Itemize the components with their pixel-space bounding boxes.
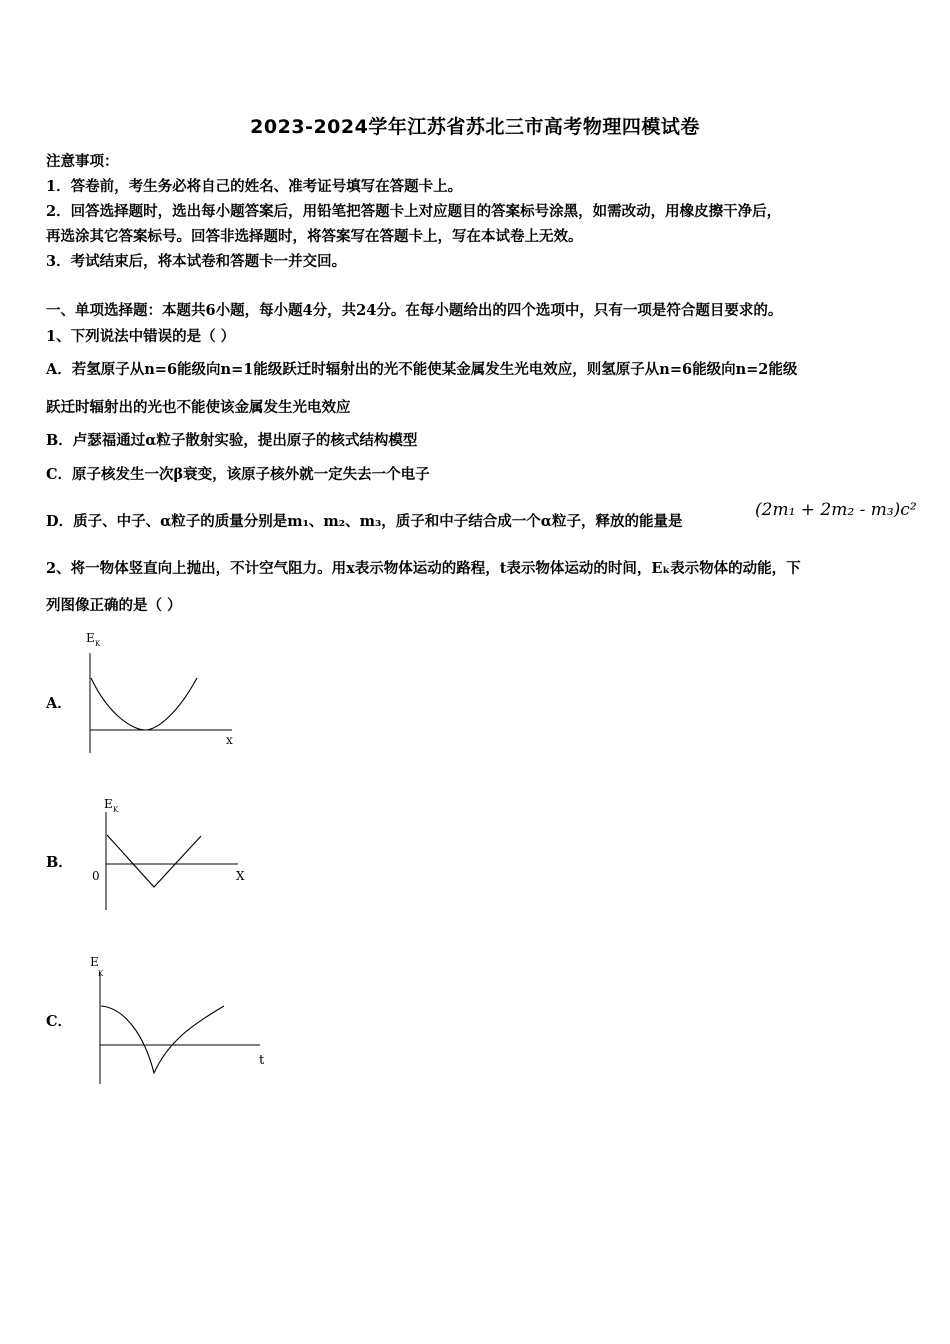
q1-option-d: D．质子、中子、α粒子的质量分别是m₁、m₂、m₃，质子和中子结合成一个α粒子，释放的能量是	[46, 513, 683, 530]
ek-curve	[107, 835, 201, 887]
y-axis-subscript: K	[95, 640, 101, 648]
q1-option-c: C．原子核发生一次β衰变，该原子核外就一定失去一个电子	[46, 466, 430, 483]
q1-stem: 1、下列说法中错误的是（ ）	[46, 328, 236, 345]
q2-option-c-graph	[84, 952, 274, 1087]
y-axis-label: E	[90, 955, 99, 969]
y-axis-subscript: K	[98, 970, 104, 978]
origin-label: 0	[92, 869, 100, 883]
q1-option-d-formula: (2m₁ + 2m₂ - m₃)c²	[755, 500, 917, 520]
q2-option-a-label: A．	[46, 695, 72, 712]
page-title: 2023-2024学年江苏省苏北三市高考物理四模试卷	[250, 116, 700, 138]
notice-item-1: 1．答卷前，考生务必将自己的姓名、准考证号填写在答题卡上。	[46, 178, 463, 195]
x-axis-label: t	[259, 1053, 265, 1068]
x-axis-label: X	[236, 869, 245, 883]
q2-option-a-graph	[80, 628, 250, 758]
y-axis-subscript: K	[113, 806, 119, 814]
q1-option-a-line1: A．若氢原子从n=6能级向n=1能级跃迁时辐射出的光不能使某金属发生光电效应，则氢原子从n=6能级向n=2能级	[46, 361, 798, 378]
q1-option-b: B．卢瑟福通过α粒子散射实验，提出原子的核式结构模型	[46, 432, 418, 449]
notice-heading: 注意事项：	[46, 153, 119, 170]
y-axis-label: E	[86, 631, 95, 645]
notice-item-3: 3．考试结束后，将本试卷和答题卡一并交回。	[46, 253, 347, 270]
x-axis-label: x	[226, 733, 233, 747]
notice-item-2-cont: 再选涂其它答案标号。回答非选择题时，将答案写在答题卡上，写在本试卷上无效。	[46, 228, 583, 245]
q2-option-b-label: B．	[46, 854, 73, 871]
q1-option-a-line2: 跃迁时辐射出的光也不能使该金属发生光电效应	[46, 399, 351, 416]
q2-stem-line2: 列图像正确的是（ ）	[46, 597, 182, 614]
ek-curve	[101, 1006, 224, 1073]
q2-stem-line1: 2、将一物体竖直向上抛出，不计空气阻力。用x表示物体运动的路程，t表示物体运动的时间，Eₖ表示物体的动能，下	[46, 560, 801, 577]
q2-option-c-label: C．	[46, 1013, 73, 1030]
notice-item-2: 2．回答选择题时，选出每小题答案后，用铅笔把答题卡上对应题目的答案标号涂黑，如需改动，用橡皮擦干净后，	[46, 203, 782, 220]
section-heading: 一、单项选择题：本题共6小题，每小题4分，共24分。在每小题给出的四个选项中，只有一项是符合题目要求的。	[46, 302, 783, 319]
y-axis-label: E	[104, 797, 113, 811]
ek-curve	[91, 678, 197, 730]
q2-option-b-graph	[88, 794, 258, 916]
